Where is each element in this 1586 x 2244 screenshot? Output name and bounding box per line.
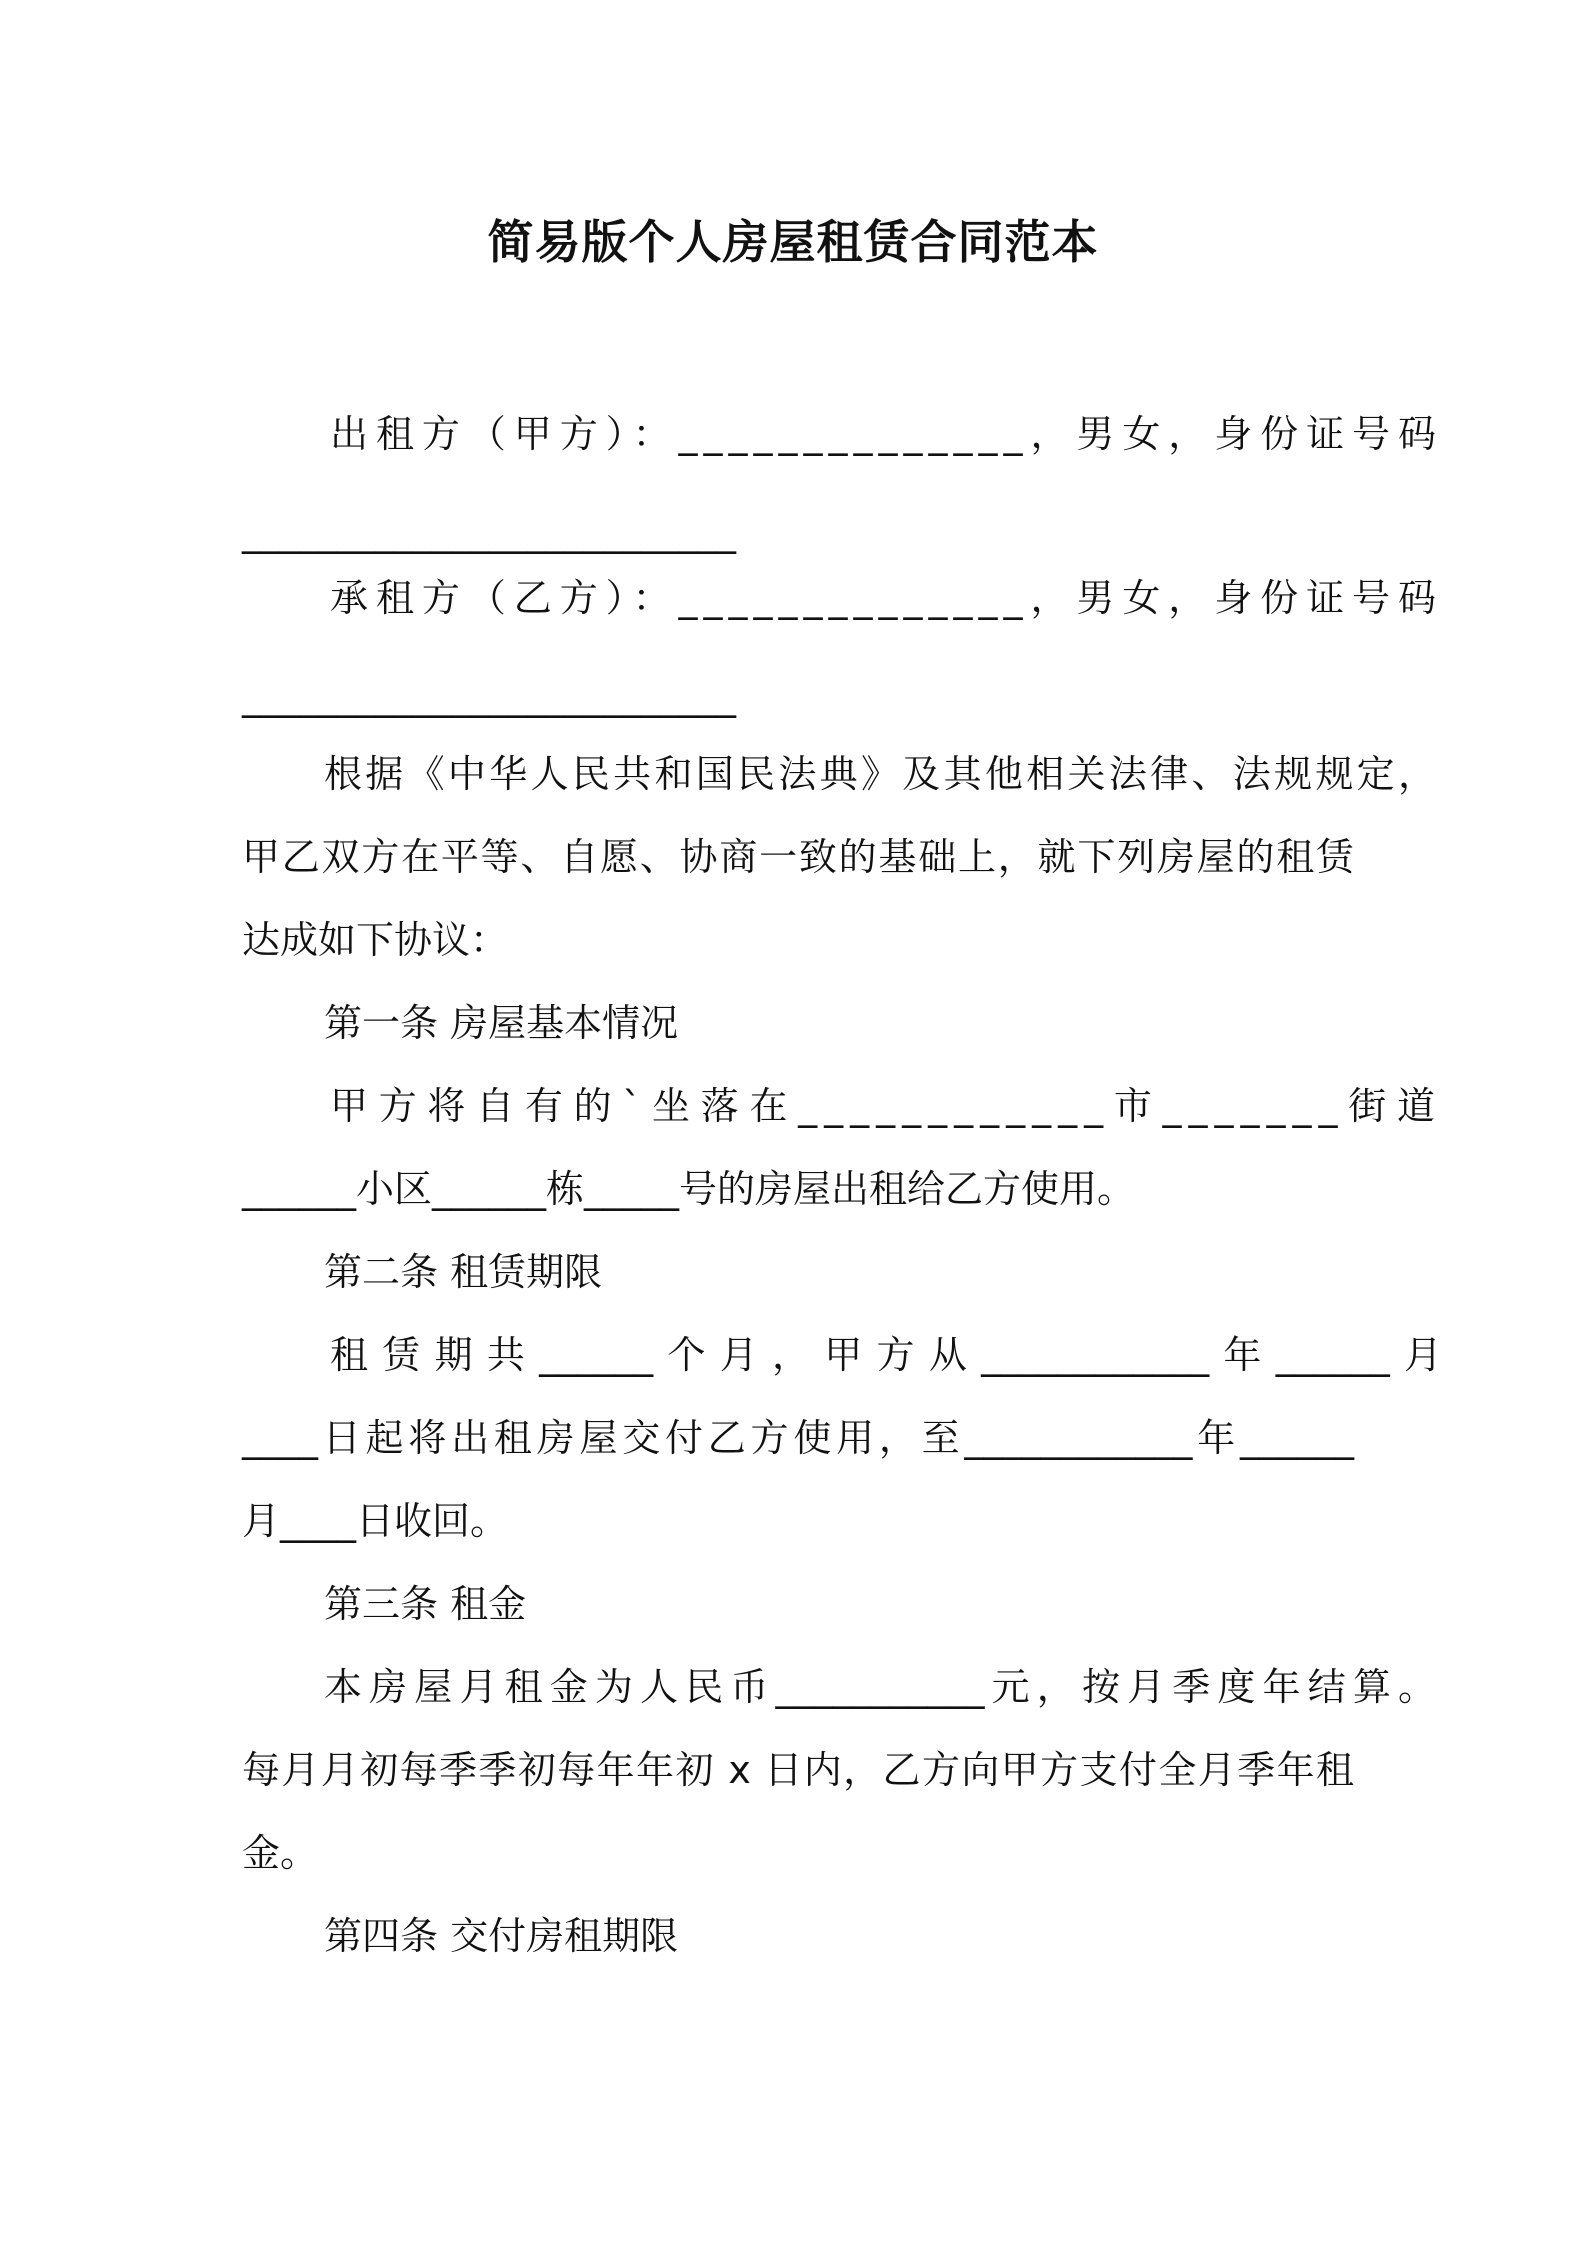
preamble-line-3: 达成如下协议：	[242, 918, 509, 962]
article-3-line-3: 金。	[242, 1831, 319, 1875]
article-2-line-2: ____日起将出租房屋交付乙方使用，至____________年______	[242, 1416, 1354, 1460]
article-2-heading: 第二条 租赁期限	[324, 1250, 603, 1294]
lessor-id-blank: __________________________	[242, 510, 736, 554]
article-3-line-1: 本房屋月租金为人民币___________元，按月季度年结算。	[324, 1665, 1436, 1709]
lessor-line: 出租方（甲方）：______________，男女，身份证号码	[330, 412, 1442, 456]
article-4-heading: 第四条 交付房租期限	[324, 1914, 679, 1958]
document-title: 简易版个人房屋租赁合同范本	[487, 215, 1099, 269]
preamble-line-2: 甲乙双方在平等、自愿、协商一致的基础上，就下列房屋的租赁	[242, 835, 1354, 879]
article-1-line-1: 甲方将自有的`坐落在____________市_______街道	[330, 1084, 1442, 1128]
article-1-line-2: ______小区______栋_____号的房屋出租给乙方使用。	[242, 1167, 1136, 1211]
article-2-line-1: 租赁期共______个月，甲方从____________年______月	[330, 1333, 1442, 1377]
lessee-id-blank: __________________________	[242, 674, 736, 718]
article-3-heading: 第三条 租金	[324, 1582, 527, 1626]
preamble-line-1: 根据《中华人民共和国民法典》及其他相关法律、法规规定，	[324, 752, 1436, 796]
lessee-line: 承租方（乙方）：______________，男女，身份证号码	[330, 576, 1442, 620]
article-3-line-2: 每月月初每季季初每年年初 x 日内，乙方向甲方支付全月季年租	[242, 1748, 1354, 1792]
article-2-line-3: 月____日收回。	[242, 1499, 509, 1543]
article-1-heading: 第一条 房屋基本情况	[324, 1001, 679, 1045]
